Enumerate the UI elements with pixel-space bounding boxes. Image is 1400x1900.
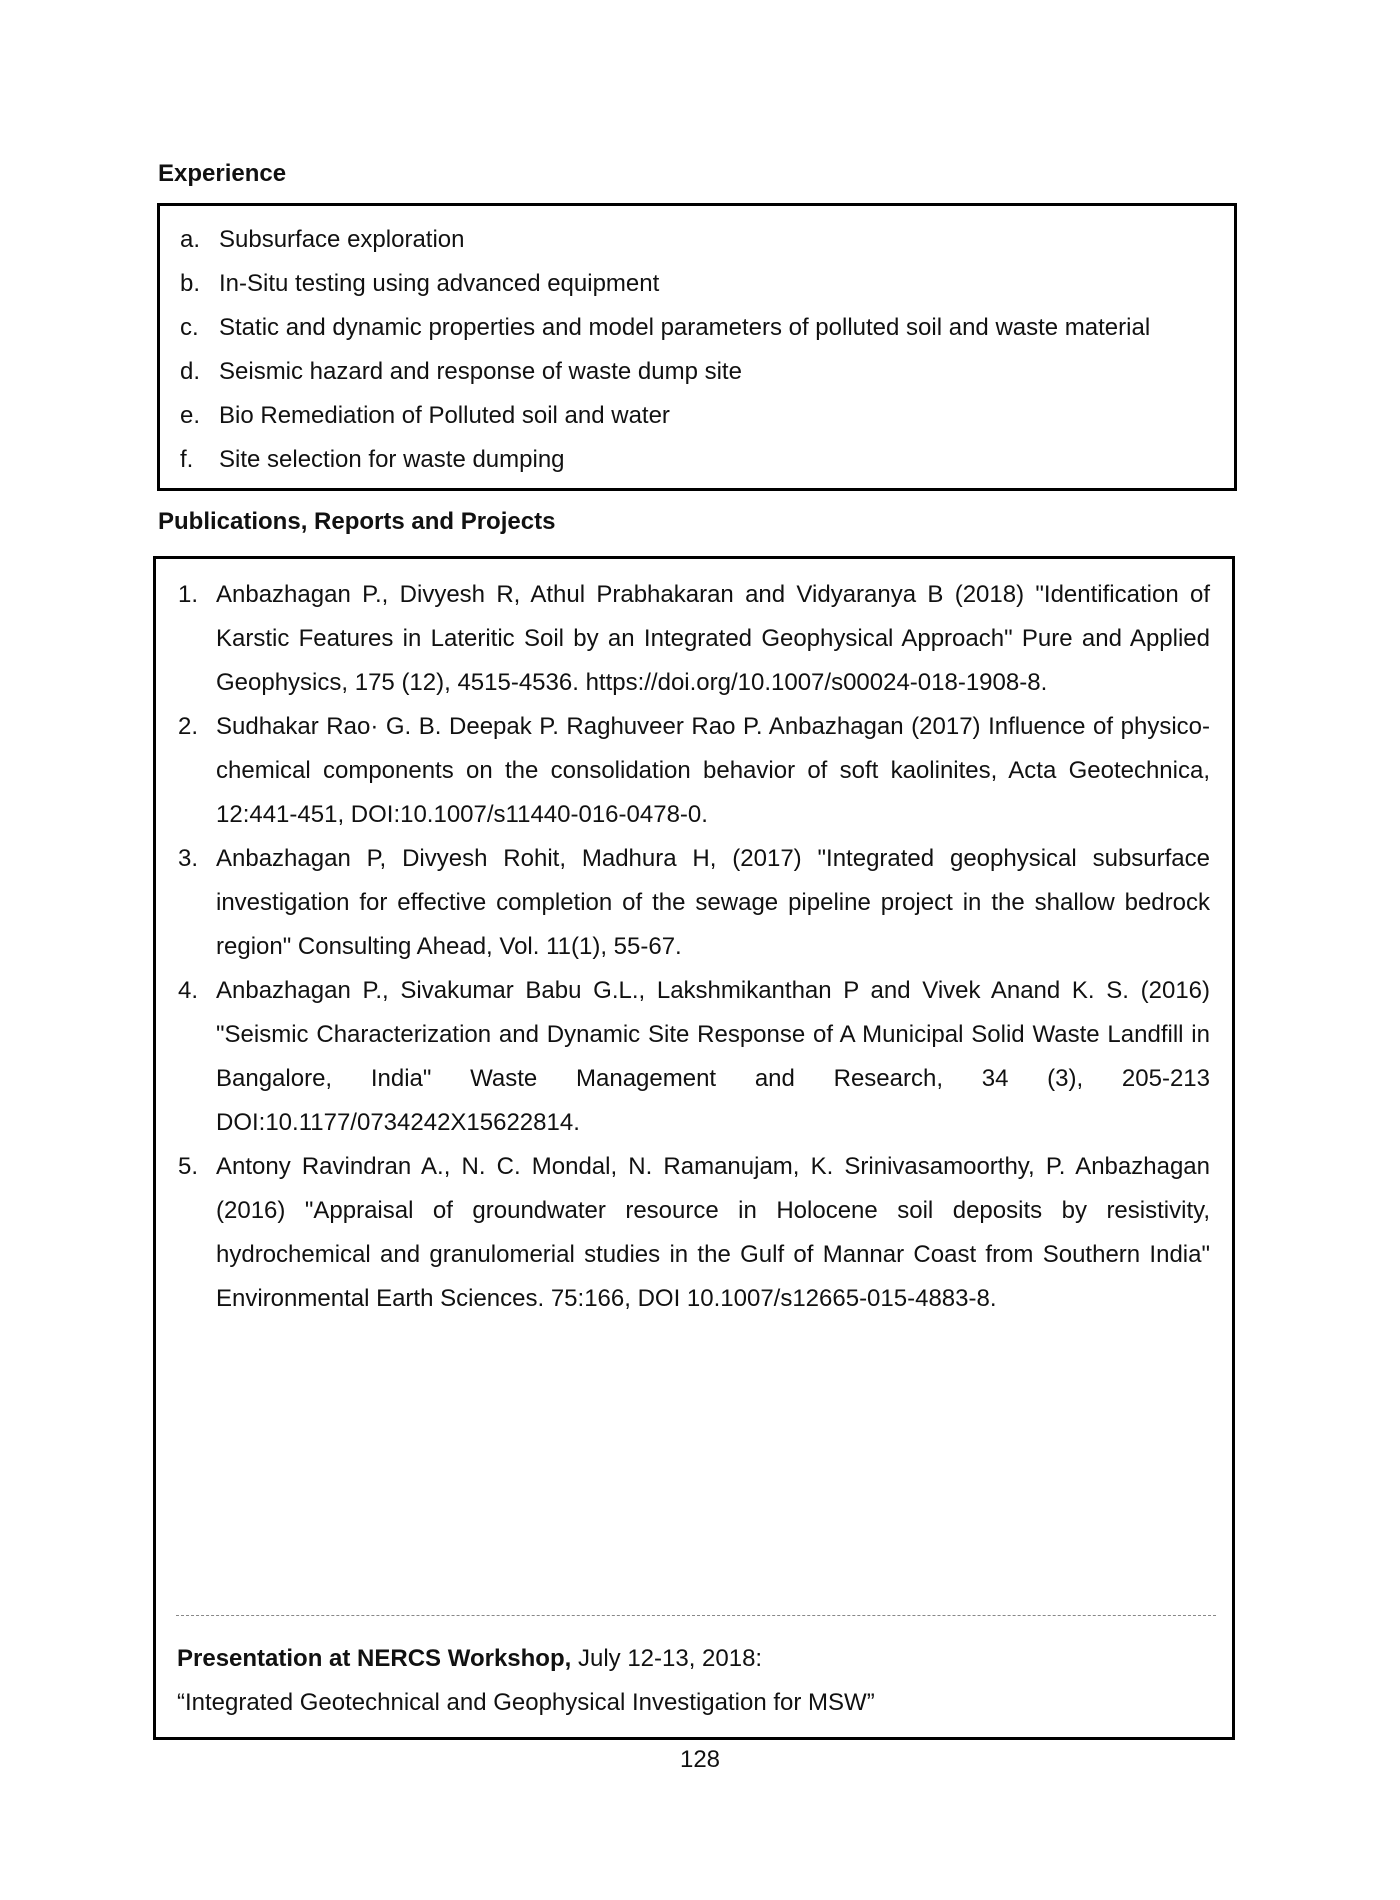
list-number: 2. bbox=[178, 713, 199, 740]
dashed-separator bbox=[176, 1615, 1216, 1616]
experience-item bbox=[180, 218, 1214, 262]
list-number: 3. bbox=[178, 845, 199, 872]
list-marker: a. bbox=[180, 226, 201, 253]
experience-item-text: Seismic hazard and response of waste dump site bbox=[219, 358, 742, 385]
experience-item-text: In-Situ testing using advanced equipment bbox=[219, 270, 660, 297]
experience-box bbox=[157, 203, 1237, 491]
publications-heading: Publications, Reports and Projects bbox=[158, 508, 556, 535]
list-number: 1. bbox=[178, 581, 199, 608]
publication-item bbox=[178, 705, 1210, 837]
publication-item bbox=[178, 969, 1210, 1145]
experience-item-text: Site selection for waste dumping bbox=[219, 446, 565, 473]
publication-text: Anbazhagan P., Sivakumar Babu G.L., Lakshmikanthan P and Vivek Anand K. S. (2016) "Seismic Characterization and Dynamic Site Response of A Municipal Solid Waste Landfill in Bangalore, India" Waste Management and Research, 34 (3), 205-213 DOI:10.1177/0734242X15622814. bbox=[216, 977, 1210, 1136]
publications-box bbox=[153, 556, 1235, 1740]
experience-item bbox=[180, 438, 1214, 482]
publication-item bbox=[178, 837, 1210, 969]
experience-heading: Experience bbox=[158, 160, 287, 187]
presentation-label: Presentation at NERCS Workshop, bbox=[177, 1645, 572, 1672]
list-marker: e. bbox=[180, 402, 201, 429]
experience-item bbox=[180, 350, 1214, 394]
publication-text: Antony Ravindran A., N. C. Mondal, N. Ramanujam, K. Srinivasamoorthy, P. Anbazhagan (2016) "Appraisal of groundwater resource in Holocene soil deposits by resistivity, hydrochemical and granulomerial studies in the Gulf of Mannar Coast from Southern India" Environmental Earth Sciences. 75:166, DOI 10.1007/s12665-015-4883-8. bbox=[216, 1153, 1210, 1312]
experience-item bbox=[180, 262, 1214, 306]
publication-item bbox=[178, 1145, 1210, 1321]
list-number: 4. bbox=[178, 977, 199, 1004]
experience-item bbox=[180, 306, 1214, 350]
presentation-date: July 12-13, 2018: bbox=[571, 1645, 763, 1672]
experience-item-text: Bio Remediation of Polluted soil and water bbox=[219, 402, 670, 429]
experience-list bbox=[180, 218, 1214, 482]
list-marker: f. bbox=[180, 446, 194, 473]
publications-list bbox=[178, 573, 1210, 1321]
publication-text: Sudhakar Rao· G. B. Deepak P. Raghuveer Rao P. Anbazhagan (2017) Influence of physico-chemical components on the consolidation behavior of soft kaolinites, Acta Geotechnica, 12:441-451, DOI:10.1007/s11440-016-0478-0. bbox=[216, 713, 1210, 828]
presentation-line bbox=[177, 1637, 1216, 1681]
presentation-title: “Integrated Geotechnical and Geophysical Investigation for MSW” bbox=[177, 1689, 875, 1716]
publication-item bbox=[178, 573, 1210, 705]
list-number: 5. bbox=[178, 1153, 199, 1180]
publication-text: Anbazhagan P., Divyesh R, Athul Prabhakaran and Vidyaranya B (2018) "Identification of Karstic Features in Lateritic Soil by an Integrated Geophysical Approach" Pure and Applied Geophysics, 175 (12), 4515-4536. https://doi.org/10.1007/s00024-018-1908-8. bbox=[216, 581, 1210, 696]
list-marker: b. bbox=[180, 270, 201, 297]
list-marker: c. bbox=[180, 314, 199, 341]
list-marker: d. bbox=[180, 358, 201, 385]
experience-item-text: Static and dynamic properties and model parameters of polluted soil and waste material bbox=[219, 314, 1151, 341]
experience-item-text: Subsurface exploration bbox=[219, 226, 465, 253]
experience-item bbox=[180, 394, 1214, 438]
page-number: 128 bbox=[679, 1746, 721, 1773]
presentation-section bbox=[177, 1637, 1216, 1725]
publication-text: Anbazhagan P, Divyesh Rohit, Madhura H, (2017) "Integrated geophysical subsurface investigation for effective completion of the sewage pipeline project in the shallow bedrock region" Consulting Ahead, Vol. 11(1), 55-67. bbox=[216, 845, 1210, 960]
